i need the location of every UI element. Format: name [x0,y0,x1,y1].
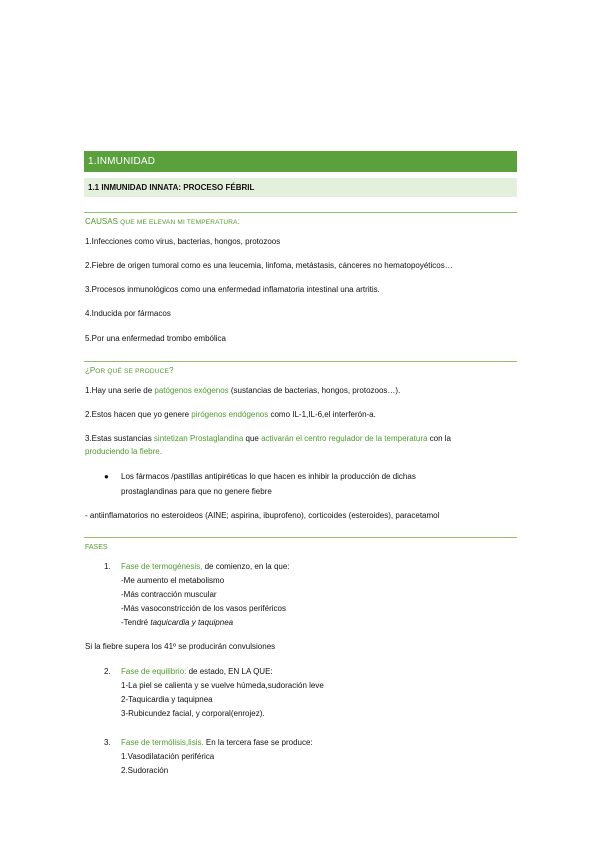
fase-2-heading [121,667,273,677]
fase-1-rest: de comienzo, en la que: [202,562,290,571]
fase-2-number: 2. [104,667,111,676]
causas-item-2: 2.Fiebre de origen tumoral como es una leucemia, linfoma, metástasis, cánceres no hematopoyéticos… [85,261,453,270]
fase-2-line-3: 3-Rubicundez facial, y corporal(enrojez). [121,709,265,718]
fase-1-last-italic: taquicardia y taquipnea [150,618,234,627]
causas-item-4: 4.Inducida por fármacos [85,309,171,318]
fase-2-rest: de estado, EN LA QUE: [186,667,273,676]
bullet-line-2: prostaglandinas para que no genere fiebre [121,487,272,496]
porque-heading [85,366,174,377]
fase-3-number: 3. [104,738,111,747]
causas-item-1: 1.Infecciones como virus, bacterias, hongos, protozoos [85,237,281,246]
p1-text-a: 1.Hay una serie de [85,386,155,395]
divider-causas [84,212,517,213]
p3-text-c: que [243,434,262,443]
causas-item-3: 3.Procesos inmunológicos como una enfermedad inflamatoria intestinal una artritis. [85,285,380,294]
causas-item-5: 5.Por una enfermedad trombo embólica [85,334,226,343]
fase-1-title: Fase de termogénesis, [121,562,203,571]
bullet-line-1: Los fármacos /pastillas antipiréticas lo que hacen es inhibir la producción de dichas [121,472,416,481]
fase-3-title: Fase de termólisis,lisis. [121,738,204,747]
porque-paragraph-3-line-1 [85,434,451,444]
causas-heading-main: CAUSAS [85,217,118,226]
p3-highlight-2: activarán el centro regulador de la temperatura [261,434,428,443]
p2-highlight: pirógenos endógenos [191,410,269,419]
p1-highlight: patógenos exógenos [154,386,229,395]
divider-porque [84,361,517,362]
porque-paragraph-1 [85,386,400,396]
fase-3-line-1: 1.Vasodilatación periférica [121,752,215,761]
convulsion-note: Si la fiebre supera los 41º se producirán convulsiones [85,642,276,651]
porque-heading-end: ? [169,366,174,375]
p3-text-e: con la [427,434,452,443]
fase-2-title: Fase de equilibrio: [121,667,187,676]
section-title: 1.INMUNIDAD [84,151,517,172]
porque-heading-start: ¿P [85,366,96,375]
fase-3-line-2: 2.Sudoración [121,766,169,775]
fase-1-line-3: -Más vasoconstricción de los vasos periféricos [121,604,286,613]
fase-1-line-1: -Me aumento el metabolismo [121,576,225,585]
bullet-icon: ● [104,472,109,481]
p2-text-c: como IL-1,IL-6,el interferón-a. [268,410,376,419]
fase-3-heading [121,738,313,748]
porque-paragraph-2 [85,410,376,420]
fase-2-line-2: 2-Taquicardia y taquipnea [121,695,213,704]
fase-1-number: 1. [104,562,111,571]
fase-1-heading [121,562,290,572]
porque-paragraph-3-line-2: produciendo la fiebre. [85,447,162,456]
causas-heading-colon: : [237,217,240,226]
causas-heading-rest: QUE ME ELEVAN MI TEMPERATURA [120,219,238,226]
porque-heading-rest: OR QUÉ SE PRODUCE [95,368,170,375]
antiinflamatorios-note: - antiinflamatorios no esteroideos (AINE; aspirina, ibuprofeno), corticoides (esteroides), paracetamol [85,511,440,520]
fase-1-line-2: -Más contracción muscular [121,590,217,599]
p2-text-a: 2.Estos hacen que yo genere [85,410,192,419]
fase-2-line-1: 1-La piel se calienta y se vuelve húmeda,sudoración leve [121,681,324,690]
fase-1-last-prefix: -Tendré [121,618,151,627]
causas-heading [85,217,240,228]
p3-highlight-1: sintetizan Prostaglandina [153,434,244,443]
divider-fases [84,537,517,538]
fase-3-rest: En la tercera fase se produce: [203,738,313,747]
p1-text-c: (sustancias de bacterias, hongos, protozoos…). [228,386,401,395]
p3-text-a: 3.Estas sustancias [85,434,154,443]
subsection-title: 1.1 INMUNIDAD INNATA: PROCESO FÉBRIL [84,178,517,197]
fases-heading: FASES [85,544,108,551]
fase-1-line-4 [121,618,233,628]
